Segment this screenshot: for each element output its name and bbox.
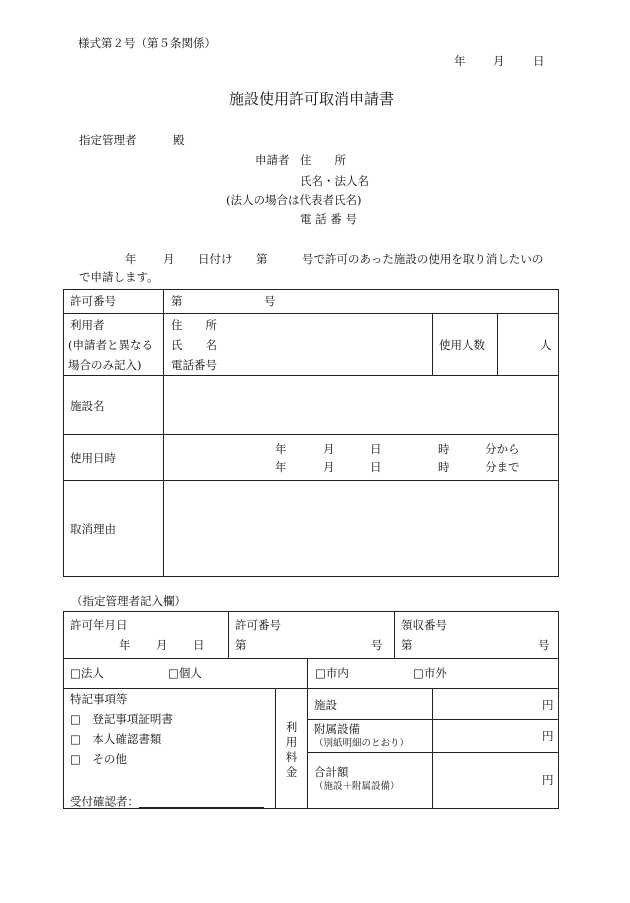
- dt-to-hour: 時: [438, 460, 450, 474]
- pd-month: 月: [156, 638, 168, 652]
- admin-permit-number-label: 許可番号: [235, 618, 281, 632]
- dt-from-day: 日: [370, 442, 382, 456]
- addressee-label: 指定管理者: [79, 133, 137, 147]
- dt-to-year: 年: [275, 460, 287, 474]
- permit-dai: 第: [171, 294, 183, 308]
- dt-from-year: 年: [275, 442, 287, 456]
- receptionist-label: 受付確認者：: [70, 795, 264, 808]
- individual-checkbox[interactable]: □個人: [168, 666, 202, 680]
- dt-to-day: 日: [370, 460, 382, 474]
- in-city-checkbox[interactable]: □市内: [315, 666, 349, 680]
- check-registration-cert[interactable]: □ 登記事項証明書: [70, 712, 173, 726]
- applicant-rep-note: (法人の場合は代表者氏名): [226, 193, 362, 207]
- body-line1: 号で許可のあった施設の使用を取り消したいの: [302, 252, 544, 266]
- date-month: 月: [493, 54, 505, 68]
- cancel-reason-label: 取消理由: [70, 522, 116, 536]
- check-identity-docs[interactable]: □ 本人確認書類: [70, 732, 162, 746]
- applicant-phone-label: 電 話 番 号: [300, 212, 357, 226]
- total-yen: 円: [542, 773, 554, 787]
- special-notes-label: 特記事項等: [70, 692, 128, 706]
- equipment-fee-note: （別紙明細のとおり）: [314, 738, 410, 749]
- admin-permit-dai: 第: [235, 638, 247, 652]
- pd-day: 日: [193, 638, 205, 652]
- user-label-3: 場合のみ記入): [68, 358, 142, 372]
- dt-from-hour: 時: [438, 442, 450, 456]
- admin-table: [63, 611, 559, 809]
- receipt-number-label: 領収番号: [401, 618, 447, 632]
- dt-to-month: 月: [323, 460, 335, 474]
- main-table: [63, 289, 559, 577]
- applicant-address-label: 住 所: [300, 153, 346, 167]
- admin-permit-go: 号: [371, 638, 383, 652]
- applicant-name-label: 氏名・法人名: [300, 174, 369, 188]
- document-title: 施設使用許可取消申請書: [229, 90, 395, 108]
- headcount-unit: 人: [540, 338, 552, 352]
- body-line2: で申請します。: [79, 270, 159, 284]
- facility-fee-yen: 円: [542, 698, 554, 712]
- date-day: 日: [533, 54, 545, 68]
- out-city-checkbox[interactable]: □市外: [413, 666, 447, 680]
- dt-from-minute: 分から: [485, 442, 520, 456]
- user-label-2: (申請者と異なる: [68, 338, 153, 352]
- check-other[interactable]: □ その他: [70, 752, 127, 766]
- body-month: 月: [163, 252, 175, 266]
- total-note: （施設＋附属設備）: [314, 781, 400, 792]
- total-label: 合計額: [314, 765, 349, 779]
- headcount-label: 使用人数: [439, 338, 485, 352]
- corp-checkbox[interactable]: □法人: [70, 666, 104, 680]
- facility-name-label: 施設名: [70, 399, 105, 413]
- permit-number-label: 許可番号: [70, 294, 116, 308]
- equipment-fee-label: 附属設備: [314, 722, 360, 736]
- datetime-label: 使用日時: [70, 451, 116, 465]
- body-dai: 第: [256, 252, 268, 266]
- user-name-field[interactable]: 氏 名: [171, 338, 217, 352]
- date-year: 年: [454, 54, 466, 68]
- facility-fee-label: 施設: [314, 698, 337, 712]
- user-label-1: 利用者: [70, 318, 105, 332]
- form-number: 様式第２号（第５条関係）: [78, 36, 216, 50]
- receptionist-line[interactable]: [139, 795, 264, 808]
- addressee-honorific: 殿: [173, 133, 185, 147]
- admin-heading: （指定管理者記入欄）: [71, 594, 186, 608]
- receipt-go: 号: [538, 638, 550, 652]
- applicant-label: 申請者: [255, 153, 290, 167]
- equipment-fee-yen: 円: [542, 729, 554, 743]
- user-phone-field[interactable]: 電話番号: [171, 358, 217, 372]
- user-address-field[interactable]: 住 所: [171, 318, 217, 332]
- pd-year: 年: [119, 638, 131, 652]
- body-day-dated: 日付け: [198, 252, 233, 266]
- receipt-dai: 第: [401, 638, 413, 652]
- permit-date-label: 許可年月日: [70, 618, 128, 632]
- dt-to-minute: 分まで: [485, 460, 520, 474]
- body-year: 年: [125, 252, 137, 266]
- dt-from-month: 月: [323, 442, 335, 456]
- permit-go: 号: [264, 294, 276, 308]
- fee-label: 利 用 料 金: [285, 720, 298, 779]
